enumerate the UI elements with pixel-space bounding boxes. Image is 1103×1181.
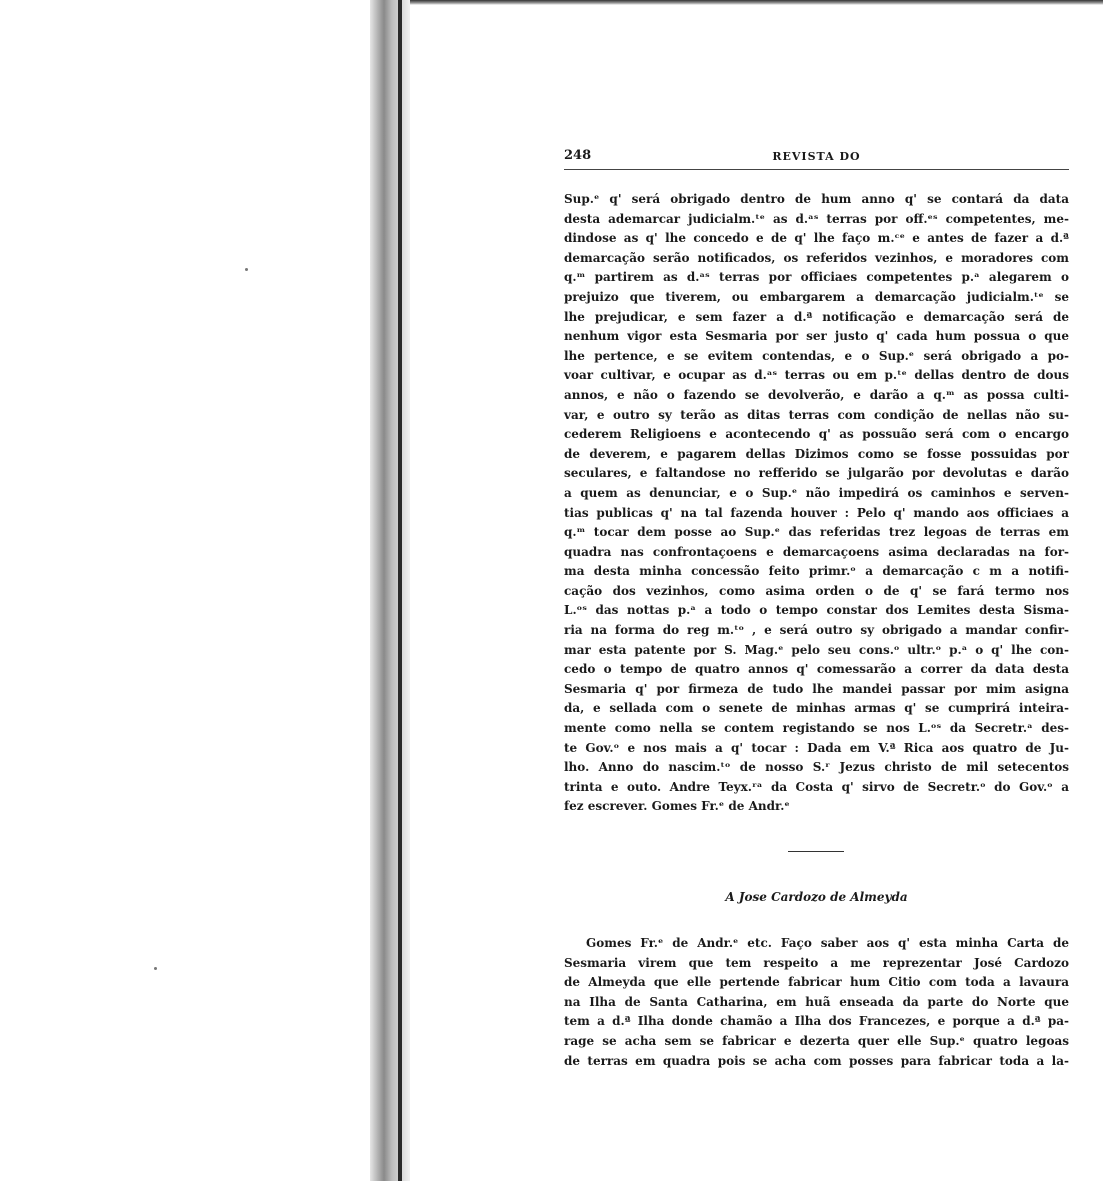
text-line: tias publicas q' na tal fazenda houver : Pelo q' mando aos officiaes a	[564, 505, 1069, 520]
text-line: nenhum vigor esta Sesmaria por ser justo q' cada hum possua o que	[564, 329, 1069, 344]
text-line: Gomes Fr.ᵉ de Andr.ᵉ etc. Faço saber aos q' esta minha Carta de	[586, 936, 1069, 950]
text-line: fez escrever. Gomes Fr.ᵉ de Andr.ᵉ	[564, 799, 790, 814]
running-title: REVISTA DO	[772, 150, 861, 163]
text-line: a quem as denunciar, e o Sup.ᵉ não impedirá os caminhos e serven-	[564, 485, 1069, 500]
book-gutter	[370, 0, 410, 1181]
text-line: de terras em quadra pois se acha com posses para fabricar toda a la-	[564, 1053, 1069, 1068]
text-line: var, e outro sy terão as ditas terras com condição de nellas não su-	[564, 407, 1069, 422]
text-line: Sesmaria virem que tem respeito a me reprezentar José Cardozo	[564, 955, 1069, 970]
text-line: desta ademarcar judicialm.ᵗᵉ as d.ᵃˢ terras por off.ᵉˢ competentes, me-	[564, 211, 1069, 226]
text-line: de deverem, e pagarem dellas Dizimos como se fosse possuidas por	[564, 446, 1069, 461]
text-line: de Almeyda que elle pertende fabricar hum Citio com toda a lavaura	[564, 975, 1069, 990]
text-line: prejuizo que tiverem, ou embargarem a demarcação judicialm.ᵗᵉ se	[564, 289, 1069, 304]
text-line: cedo o tempo de quatro annos q' comessarão a correr da data desta	[564, 662, 1069, 677]
text-line: lhe pertence, e se evitem contendas, e o Sup.ᵉ será obrigado a po-	[564, 348, 1069, 363]
document-body	[564, 190, 1069, 817]
text-line: dindose as q' lhe concedo e de q' lhe faço m.ᶜᵉ e antes de fazer a d.ª	[564, 231, 1069, 246]
text-line: demarcação serão notificados, os referidos vezinhos, e moradores com	[564, 250, 1069, 265]
text-line: quadra nas confrontaçoens e demarcaçoens asima declaradas na for-	[564, 544, 1069, 559]
text-line: te Gov.ᵒ e nos mais a q' tocar : Dada em V.ª Rica aos quatro de Ju-	[564, 740, 1069, 755]
paper-speck	[154, 967, 157, 970]
text-line: mente como nella se contem registando se nos L.ᵒˢ da Secretr.ᵃ des-	[564, 721, 1069, 736]
text-line: rage se acha sem se fabricar e dezerta quer elle Sup.ᵉ quatro legoas	[564, 1033, 1069, 1048]
text-line: annos, e não o fazendo se devolverão, e darão a q.ᵐ as possa culti-	[564, 387, 1069, 402]
paper-speck	[245, 268, 248, 271]
text-line: da, e sellada com o senete de minhas armas q' se cumprirá inteira-	[564, 701, 1069, 716]
header-rule	[564, 169, 1069, 170]
text-line: trinta e outo. Andre Teyx.ʳᵃ da Costa q' sirvo de Secretr.ᵒ do Gov.ᵒ a	[564, 779, 1069, 794]
text-line: lho. Anno do nascim.ᵗᵒ de nosso S.ʳ Jezus christo de mil setecentos	[564, 760, 1069, 775]
text-line: L.ᵒˢ das nottas p.ᵃ a todo o tempo constar dos Lemites desta Sisma-	[564, 603, 1069, 618]
text-line: ria na forma do reg m.ᵗᵒ , e será outro sy obrigado a mandar confir-	[564, 623, 1069, 638]
text-line: q.ᵐ tocar dem posse ao Sup.ᵉ das referidas trez legoas de terras em	[564, 525, 1069, 540]
page-number: 248	[564, 148, 592, 163]
text-line: lhe prejudicar, e sem fazer a d.ª notificação e demarcação será de	[564, 309, 1069, 324]
text-line: voar cultivar, e ocupar as d.ᵃˢ terras ou em p.ᵗᵉ dellas dentro de dous	[564, 368, 1069, 383]
page-header	[564, 148, 1069, 170]
text-line: q.ᵐ partirem as d.ᵃˢ terras por officiaes competentes p.ᵃ alegarem o	[564, 270, 1069, 285]
text-line: cação dos vezinhos, como asima orden o de q' se fará termo nos	[564, 583, 1069, 598]
section-body	[564, 934, 1069, 1071]
text-line: ma desta minha concessão feito primr.ᵒ a demarcação c m a notifi-	[564, 564, 1069, 579]
text-line: mar esta patente por S. Mag.ᵉ pelo seu cons.ᵒ ultr.ᵒ p.ᵃ o q' lhe con-	[564, 642, 1069, 657]
text-line: cederem Religioens e acontecendo q' as possuão será com o encargo	[564, 427, 1069, 442]
section-heading: A Jose Cardozo de Almeyda	[725, 890, 908, 904]
text-line: Sup.ᵉ q' será obrigado dentro de hum anno q' se contará da data	[564, 192, 1069, 206]
text-line: seculares, e faltandose no refferido se julgarão por devolutas e darão	[564, 466, 1069, 481]
text-line: Sesmaria q' por firmeza de tudo lhe mandei passar por mim asigna	[564, 681, 1069, 696]
text-line: na Ilha de Santa Catharina, em huã enseada da parte do Norte que	[564, 994, 1069, 1009]
left-page-margin	[0, 0, 370, 1181]
section-divider	[788, 851, 844, 852]
text-line: tem a d.ª Ilha donde chamão a Ilha dos Francezes, e porque a d.ª pa-	[564, 1014, 1069, 1029]
page-top-edge	[410, 0, 1103, 5]
gutter-shadow-line	[398, 0, 402, 1181]
